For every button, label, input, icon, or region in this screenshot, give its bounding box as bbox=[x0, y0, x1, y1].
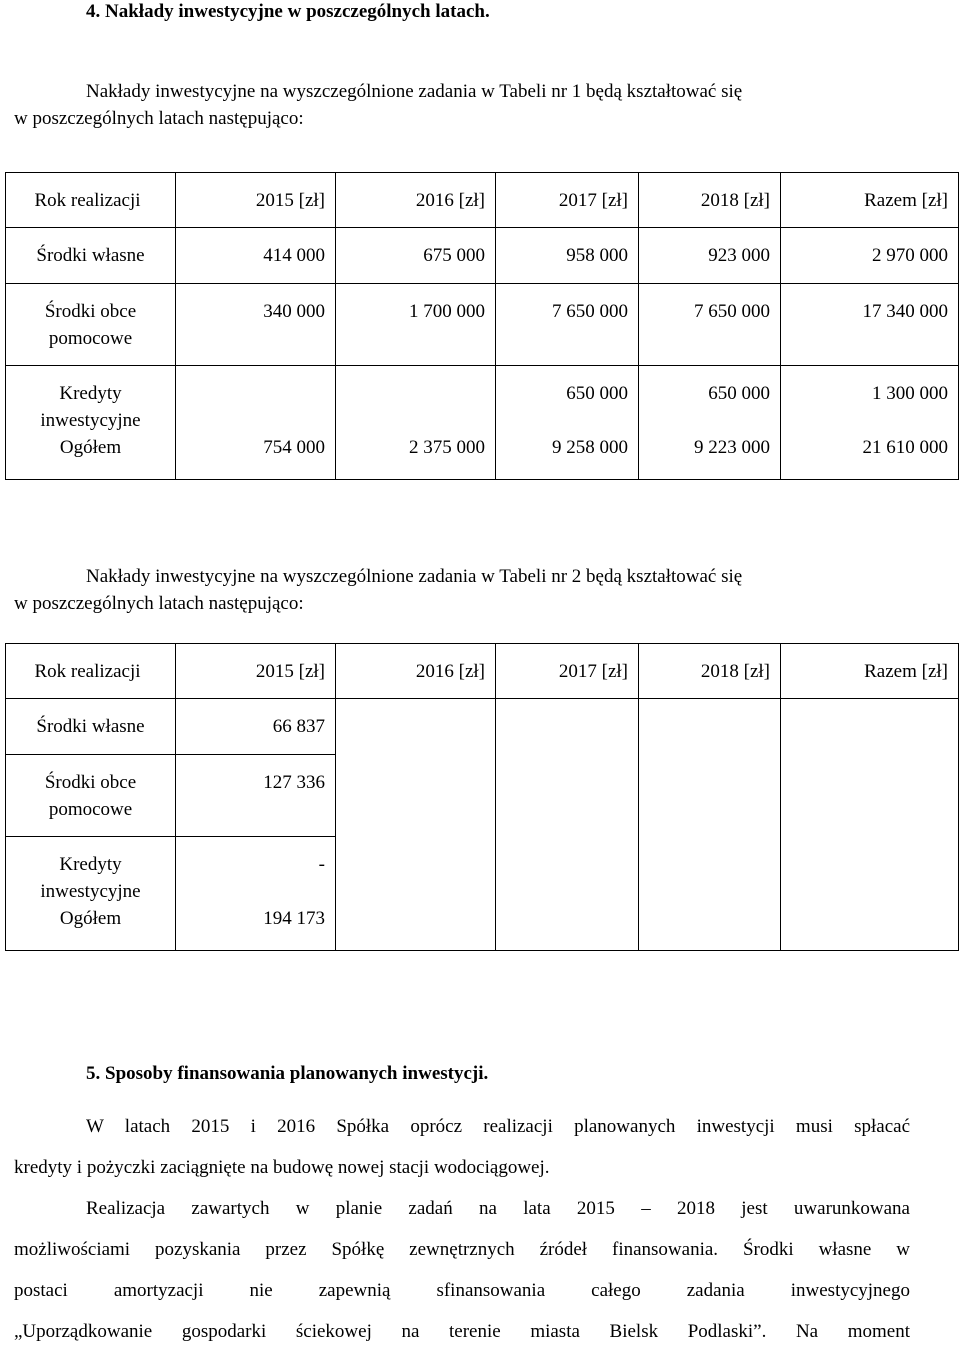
header-cell: Razem [zł] bbox=[781, 173, 959, 228]
value-cell: 754 000 bbox=[263, 437, 325, 458]
value-cell: 650 000 bbox=[566, 383, 628, 404]
header-cell: Razem [zł] bbox=[781, 644, 959, 699]
header-cell: 2018 [zł] bbox=[639, 644, 781, 699]
value-cell: 340 000 bbox=[176, 284, 336, 366]
value-cell: 21 610 000 bbox=[862, 437, 948, 458]
header-cell: 2017 [zł] bbox=[496, 173, 639, 228]
value-stack bbox=[336, 366, 496, 480]
table-row bbox=[6, 284, 959, 366]
row-label: Ogółem bbox=[59, 437, 122, 458]
value-cell: 1 700 000 bbox=[336, 284, 496, 366]
paragraph-line bbox=[14, 1106, 910, 1147]
row-label: Kredyty inwestycyjne bbox=[40, 383, 141, 431]
row-label: Środki obce pomocowe bbox=[6, 755, 176, 837]
row-label: Środki obce pomocowe bbox=[6, 284, 176, 366]
value-cell: 9 223 000 bbox=[694, 437, 770, 458]
table-header-row bbox=[6, 644, 959, 699]
value-cell: 9 258 000 bbox=[552, 437, 628, 458]
row-label: Środki własne bbox=[6, 699, 176, 755]
text-span: Realizacja zawartych w planie zadań na lata 2015 – 2018 jest uwarunkowana bbox=[86, 1198, 910, 1219]
value-cell: 7 650 000 bbox=[496, 284, 639, 366]
value-cell: - bbox=[318, 854, 325, 875]
paragraph-line: możliwościami pozyskania przez Spółkę zewnętrznych źródeł finansowania. Środki własne w bbox=[14, 1239, 910, 1260]
header-cell: 2016 [zł] bbox=[336, 644, 496, 699]
header-cell: 2017 [zł] bbox=[496, 644, 639, 699]
value-cell: 2 375 000 bbox=[409, 437, 485, 458]
value-cell: 66 837 bbox=[176, 699, 336, 755]
section-4-heading: 4. Nakłady inwestycyjne w poszczególnych latach. bbox=[86, 1, 490, 22]
section-5-body bbox=[14, 1106, 910, 1352]
text-span: W latach 2015 i 2016 Spółka oprócz realizacji planowanych inwestycji musi spłacać bbox=[86, 1116, 910, 1137]
header-cell: 2015 [zł] bbox=[176, 173, 336, 228]
row-label: Ogółem bbox=[59, 908, 122, 929]
value-cell bbox=[180, 380, 325, 407]
value-stack bbox=[496, 366, 639, 480]
paragraph-line bbox=[14, 1188, 910, 1229]
value-cell: 17 340 000 bbox=[781, 284, 959, 366]
value-stack bbox=[176, 837, 336, 951]
intro-line: w poszczególnych latach następująco: bbox=[14, 108, 304, 129]
table-row bbox=[6, 699, 959, 755]
table-row bbox=[6, 228, 959, 284]
value-stack bbox=[639, 366, 781, 480]
value-cell: 1 300 000 bbox=[872, 383, 948, 404]
intro-line: Nakłady inwestycyjne na wyszczególnione zadania w Tabeli nr 1 będą kształtować się bbox=[86, 81, 743, 102]
empty-cell bbox=[336, 699, 496, 951]
header-cell: Rok realizacji bbox=[6, 644, 176, 699]
table-row-group bbox=[6, 366, 959, 480]
row-label: Kredyty inwestycyjne bbox=[40, 854, 141, 902]
row-label: Środki własne bbox=[6, 228, 176, 284]
value-cell: 958 000 bbox=[496, 228, 639, 284]
empty-cell bbox=[639, 699, 781, 951]
value-cell: 675 000 bbox=[336, 228, 496, 284]
value-stack bbox=[176, 366, 336, 480]
paragraph-line: „Uporządkowanie gospodarki ściekowej na terenie miasta Bielsk Podlaski”. Na moment bbox=[14, 1321, 910, 1342]
table-1-intro bbox=[14, 78, 910, 132]
value-cell: 194 173 bbox=[263, 908, 325, 929]
header-cell: Rok realizacji bbox=[6, 173, 176, 228]
investment-table-1 bbox=[5, 172, 959, 480]
value-cell: 414 000 bbox=[176, 228, 336, 284]
value-stack bbox=[781, 366, 959, 480]
empty-cell bbox=[781, 699, 959, 951]
value-cell: 127 336 bbox=[176, 755, 336, 837]
investment-table-2 bbox=[5, 643, 959, 951]
paragraph-line: kredyty i pożyczki zaciągnięte na budowę nowej stacji wodociągowej. bbox=[14, 1157, 550, 1178]
value-cell: 923 000 bbox=[639, 228, 781, 284]
paragraph-line: postaci amortyzacji nie zapewnią sfinansowania całego zadania inwestycyjnego bbox=[14, 1280, 910, 1301]
row-label-stack bbox=[6, 366, 176, 480]
header-cell: 2016 [zł] bbox=[336, 173, 496, 228]
value-cell: 2 970 000 bbox=[781, 228, 959, 284]
header-cell: 2015 [zł] bbox=[176, 644, 336, 699]
value-cell bbox=[340, 380, 485, 407]
empty-cell bbox=[496, 699, 639, 951]
intro-line: Nakłady inwestycyjne na wyszczególnione zadania w Tabeli nr 2 będą kształtować się bbox=[86, 566, 743, 587]
value-cell: 650 000 bbox=[708, 383, 770, 404]
table-2-intro bbox=[14, 563, 910, 617]
value-cell: 7 650 000 bbox=[639, 284, 781, 366]
table-header-row bbox=[6, 173, 959, 228]
header-cell: 2018 [zł] bbox=[639, 173, 781, 228]
row-label-stack bbox=[6, 837, 176, 951]
section-5-heading: 5. Sposoby finansowania planowanych inwestycji. bbox=[86, 1063, 489, 1084]
intro-line: w poszczególnych latach następująco: bbox=[14, 593, 304, 614]
